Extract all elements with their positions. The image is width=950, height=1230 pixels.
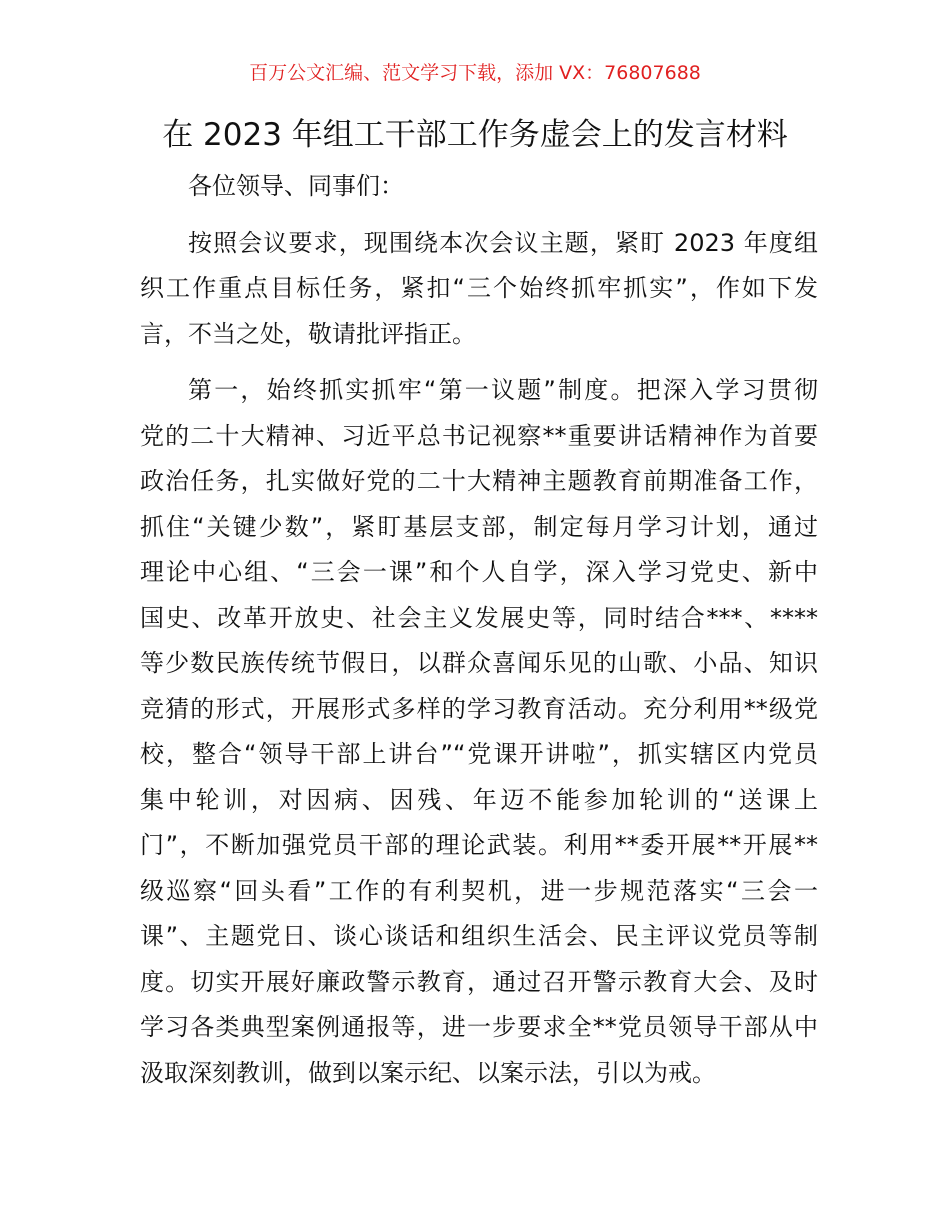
paragraph-line: 级巡察“回头看”工作的有利契机，进一步规范落实“三会一 [140, 876, 818, 905]
watermark-header: 百万公文汇编、范文学习下载，添加 VX：76807688 [249, 62, 701, 84]
document-title: 在 2023 年组工干部工作务虚会上的发言材料 [162, 117, 788, 153]
paragraph-line: 集中轮训，对因病、因残、年迈不能参加轮训的“送课上 [140, 785, 818, 814]
paragraph-line: 第一，始终抓实抓牢“第一议题”制度。把深入学习贯彻 [188, 376, 818, 404]
paragraph-line: 校，整合“领导干部上讲台”“党课开讲啦”，抓实辖区内党员 [140, 740, 818, 768]
salutation: 各位领导、同事们： [188, 172, 404, 200]
paragraph-line: 按照会议要求，现围绕本次会议主题，紧盯 2023 年度组 [188, 228, 818, 257]
paragraph-gap [140, 357, 818, 368]
paragraph-gap [140, 210, 818, 221]
paragraph-line: 学习各类典型案例通报等，进一步要求全**党员领导干部从中 [140, 1013, 818, 1041]
paragraph-line: 等少数民族传统节假日，以群众喜闻乐见的山歌、小品、知识 [140, 649, 818, 677]
paragraph-line: 汲取深刻教训，做到以案示纪、以案示法，引以为戒。 [140, 1058, 716, 1087]
paragraph-line: 织工作重点目标任务，紧扣“三个始终抓牢抓实”，作如下发 [140, 274, 818, 302]
paragraph-line: 度。切实开展好廉政警示教育，通过召开警示教育大会、及时 [140, 967, 818, 996]
paragraph-line: 党的二十大精神、习近平总书记视察**重要讲话精神作为首要 [140, 421, 818, 450]
paragraph-line: 门”，不断加强党员干部的理论武装。利用**委开展**开展** [140, 831, 818, 859]
document-body [140, 164, 818, 1096]
paragraph-line: 竞猜的形式，开展形式多样的学习教育活动。充分利用**级党 [140, 694, 818, 723]
paragraph-line: 抓住“关键少数”，紧盯基层支部，制定每月学习计划，通过 [140, 512, 818, 541]
paragraph-line: 课”、主题党日、谈心谈话和组织生活会、民主评议党员等制 [140, 922, 818, 950]
paragraph-line: 言，不当之处，敬请批评指正。 [140, 319, 476, 348]
paragraph-line: 理论中心组、“三会一课”和个人自学，深入学习党史、新中 [140, 558, 818, 586]
paragraph-1 [140, 221, 818, 358]
paragraph-2 [140, 368, 818, 1096]
paragraph-line: 国史、改革开放史、社会主义发展史等，同时结合***、**** [140, 603, 818, 632]
paragraph-line: 政治任务，扎实做好党的二十大精神主题教育前期准备工作， [140, 467, 818, 495]
